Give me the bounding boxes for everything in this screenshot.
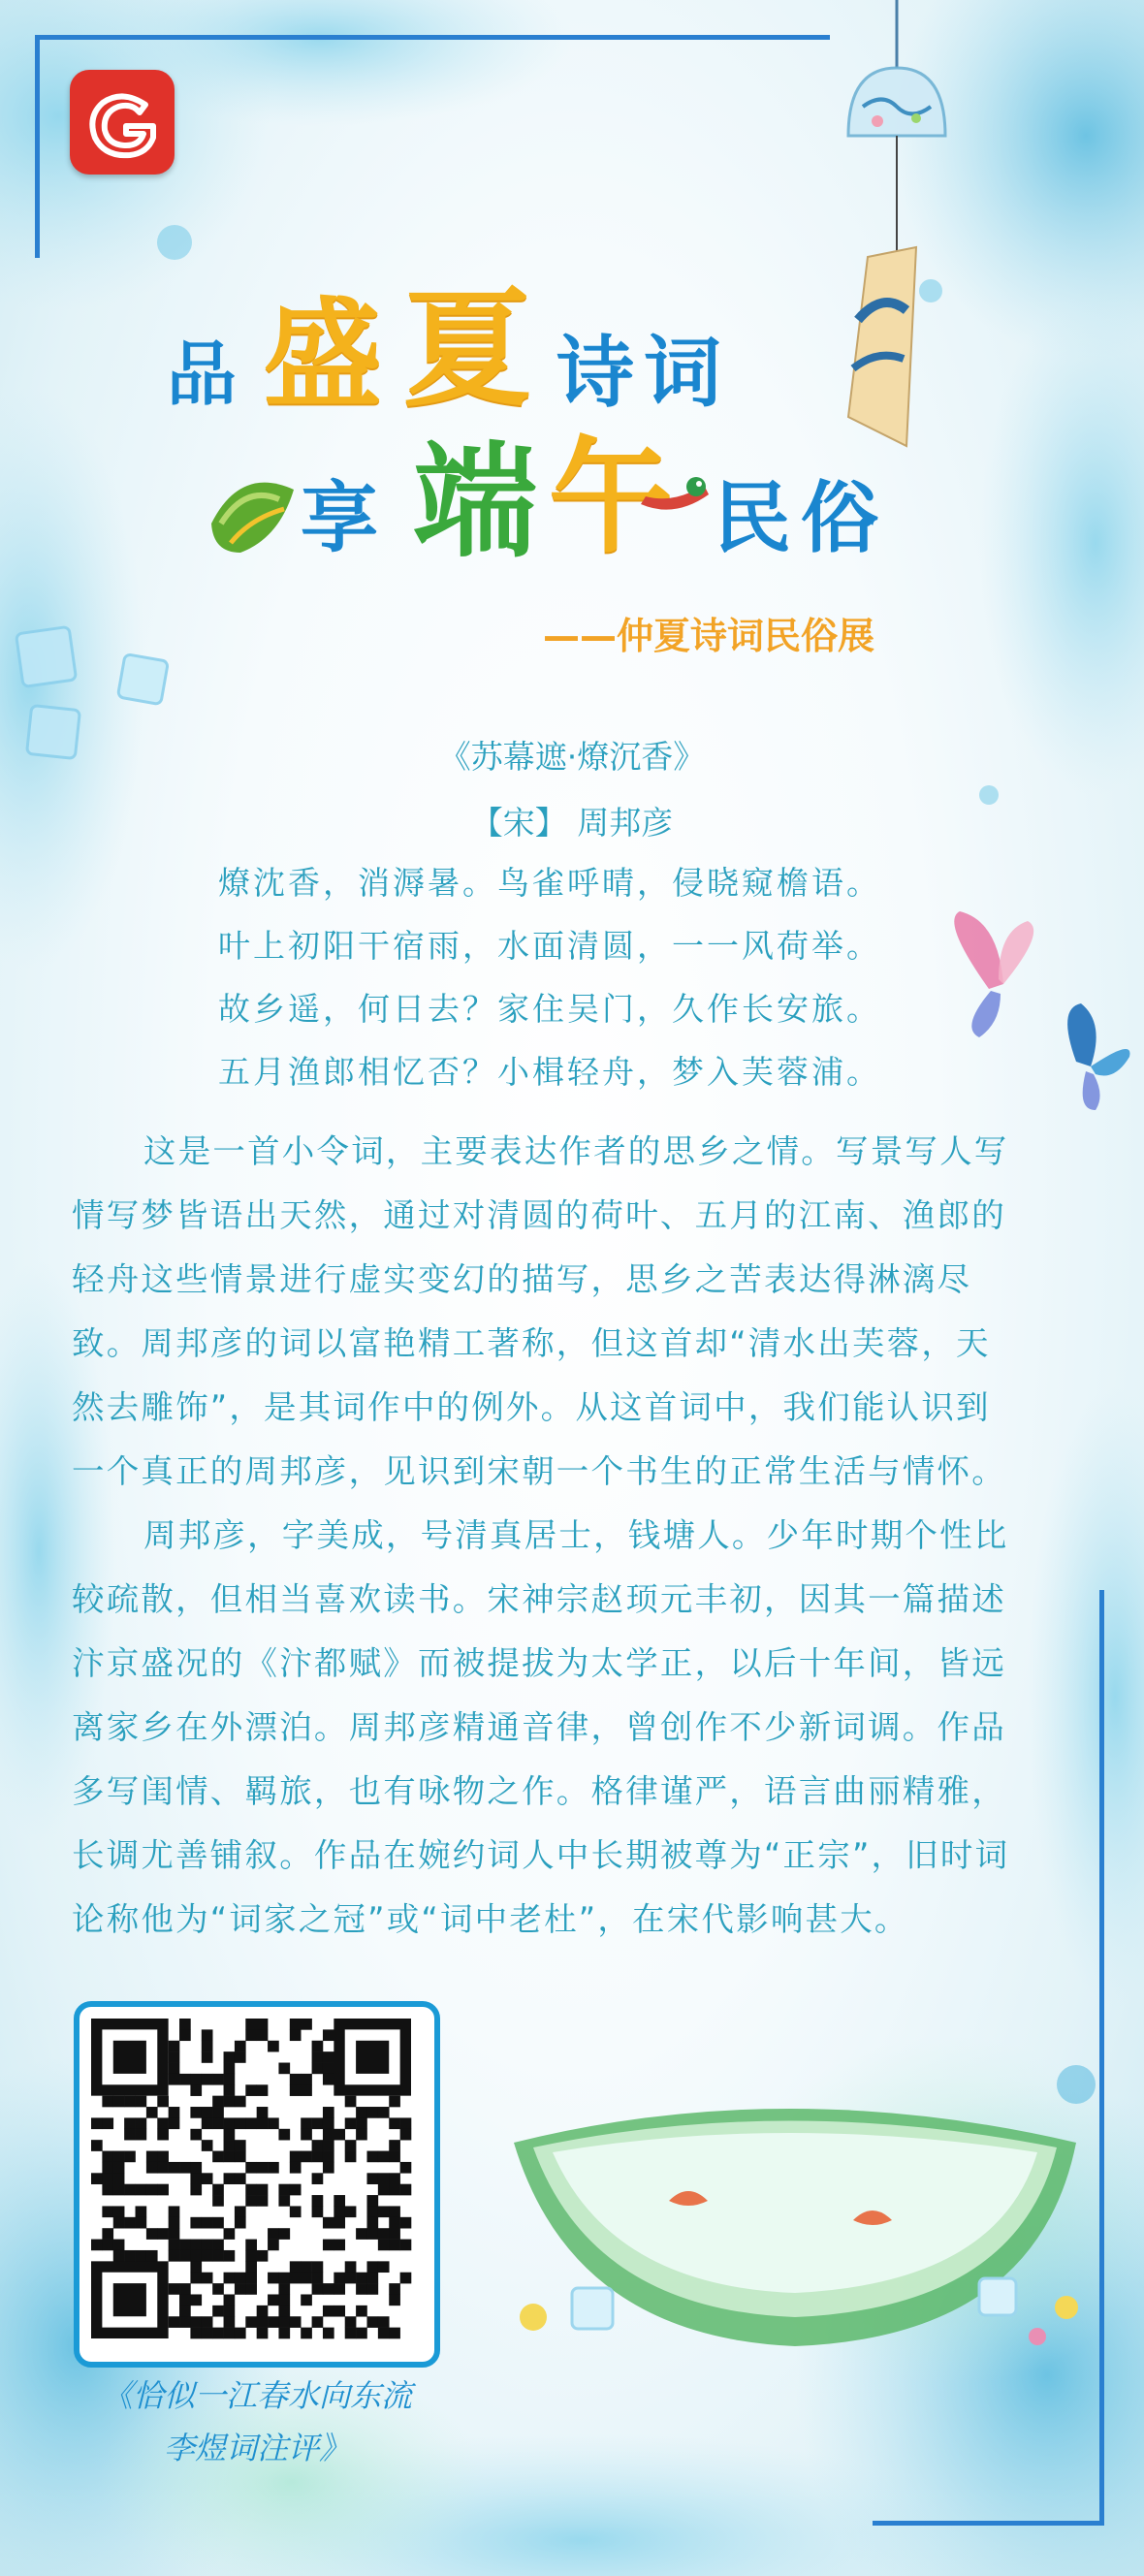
zongzi-icon [202, 465, 299, 562]
frame-left-line [35, 35, 40, 258]
commentary-line: 汴京盛况的《汴都赋》而被提拔为太学正，以后十年间，皆远 [72, 1644, 1006, 1682]
commentary-line: 这是一首小令词，主要表达作者的思乡之情。写景写人写 [143, 1132, 1009, 1170]
title-char: 诗 [556, 328, 634, 418]
poem-line: 叶上初阳干宿雨，水面清圆，一一风荷举。 [218, 927, 881, 965]
title-char: 词 [644, 328, 721, 418]
poem-line: 燎沈香，消溽暑。鸟雀呼晴，侵晓窥檐语。 [218, 864, 881, 902]
commentary-line: 多写闺情、羁旅，也有咏物之作。格律谨严，语言曲丽精雅， [72, 1772, 1006, 1810]
title-char-highlight: 盛 [264, 286, 382, 424]
commentary-line: 离家乡在外漂泊。周邦彦精通音律，曾创作不少新词调。作品 [72, 1708, 1006, 1746]
qr-code[interactable] [74, 2001, 440, 2368]
qr-code-icon [79, 2007, 423, 2350]
title-char-highlight: 夏 [403, 275, 531, 425]
commentary-line: 一个真正的周邦彦，见识到宋朝一个书生的正常生活与情怀。 [72, 1452, 1006, 1490]
commentary-line: 较疏散，但相当喜欢读书。宋神宗赵顼元丰初，因其一篇描述 [72, 1580, 1006, 1618]
poem-line: 故乡遥，何日去？家住吴门，久作长安旅。 [218, 990, 881, 1028]
commentary-line: 然去雕饰”，是其词作中的例外。从这首词中，我们能认识到 [72, 1388, 991, 1426]
wind-chime-icon [814, 0, 979, 456]
title-char: 俗 [801, 473, 878, 563]
title-char: 民 [714, 473, 791, 563]
dragon-boat-icon [636, 465, 714, 524]
frame-top-line [35, 35, 830, 40]
poem-line: 五月渔郎相忆否？小楫轻舟，梦入芙蓉浦。 [218, 1053, 881, 1091]
commentary-line: 周邦彦，字美成，号清真居士，钱塘人。少年时期个性比 [143, 1516, 1009, 1554]
title-char-highlight: 午 [549, 426, 674, 570]
commentary-line: 论称他为“词家之冠”或“词中老杜”，在宋代影响甚大。 [72, 1900, 909, 1938]
butterfly-icon [931, 902, 1144, 1134]
subtitle: ——仲夏诗词民俗展 [543, 615, 875, 657]
commentary-line: 情写梦皆语出天然，通过对清圆的荷叶、五月的江南、渔郎的 [72, 1196, 1006, 1234]
commentary-line: 轻舟这些情景进行虚实变幻的描写，思乡之苦表达得淋漓尽 [72, 1260, 972, 1298]
frame-bottom-line [873, 2521, 1104, 2526]
title-char: 品 [167, 334, 238, 415]
title-char: 享 [301, 473, 378, 563]
qr-caption: 李煜词注评》 [163, 2430, 350, 2466]
poem-title: 《苏幕遮·燎沉香》 [438, 738, 706, 776]
commentary-line: 致。周邦彦的词以富艳精工著称，但这首却“清水出芙蓉，天 [72, 1324, 991, 1362]
watermelon-bowl-icon [494, 2055, 1115, 2375]
title-char-highlight: 端 [413, 430, 538, 575]
logo-icon [70, 70, 175, 175]
poem-author: 【宋】 周邦彦 [470, 804, 674, 842]
qr-caption: 《恰似一江春水向东流 [101, 2377, 412, 2414]
logo-glyph [70, 70, 175, 175]
commentary-line: 长调尤善铺叙。作品在婉约词人中长期被尊为“正宗”，旧时词 [72, 1836, 1010, 1874]
